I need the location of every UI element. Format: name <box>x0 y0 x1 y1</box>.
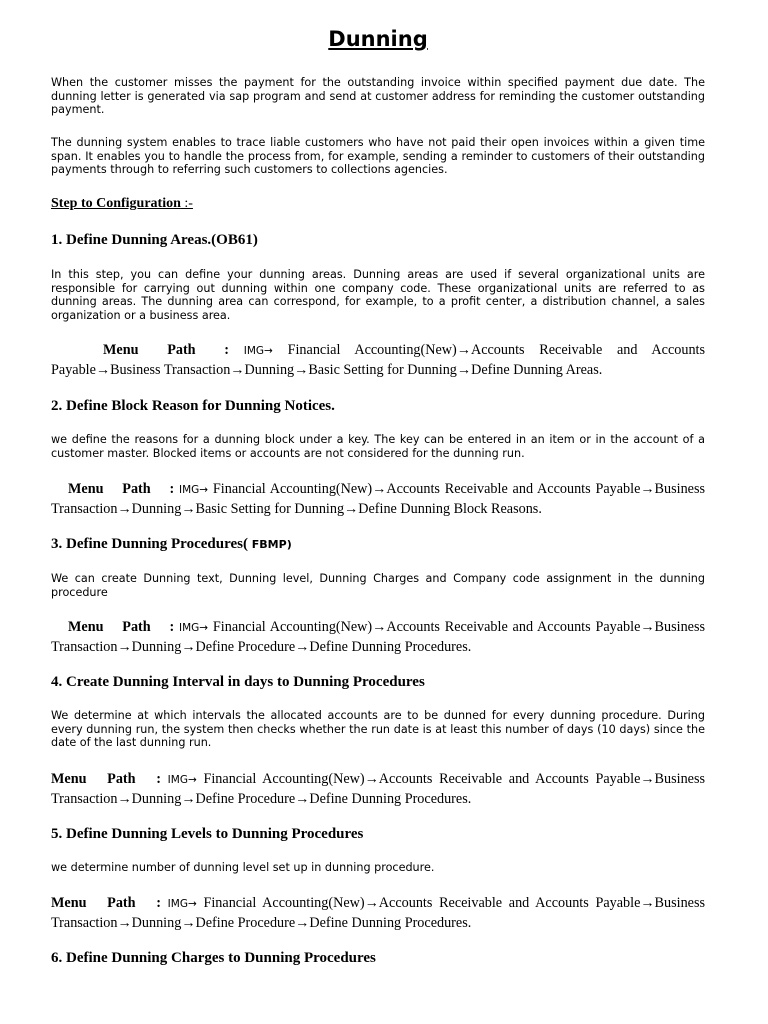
section-body: We determine at which intervals the allocated accounts are to be dunned for every dunning procedure. During every dunning run, the system then checks whether the run date is at least this number of days (10 days) since the date of the last dunning run. <box>51 709 705 750</box>
menu-path-label: Menu Path : <box>68 619 175 635</box>
menu-path <box>51 480 705 519</box>
section-heading-text: 4. Create Dunning Interval in days to Dunning Procedures <box>51 674 425 690</box>
section-heading-text: 1. Define Dunning Areas.(OB61) <box>51 232 258 248</box>
menu-path <box>51 618 705 657</box>
section-body: we determine number of dunning level set up in dunning procedure. <box>51 861 435 874</box>
configuration-heading-suffix: :- <box>180 196 193 211</box>
section-heading <box>51 398 705 415</box>
menu-path-text: Financial Accounting(New)→Accounts Receivable and Accounts Payable→Business Transaction→Dunning→Basic Setting for Dunning→Define Dunning Areas. <box>51 342 706 378</box>
section-heading-text: 6. Define Dunning Charges to Dunning Procedures <box>51 950 376 966</box>
menu-path-img: IMG→ <box>179 622 209 634</box>
configuration-heading-label: Step to Configuration <box>51 196 181 211</box>
section-heading-text: 5. Define Dunning Levels to Dunning Procedures <box>51 826 364 842</box>
menu-path-label: Menu Path : <box>103 342 230 358</box>
menu-path-text: Financial Accounting(New)→Accounts Receivable and Accounts Payable→Business Transaction→Dunning→Basic Setting for Dunning→Define Dunning Block Reasons. <box>51 481 706 517</box>
section-heading-text: 2. Define Block Reason for Dunning Notices. <box>51 398 335 414</box>
menu-path-text: Financial Accounting(New)→Accounts Receivable and Accounts Payable→Business Transaction→Dunning→Define Procedure→Define Dunning Procedures. <box>51 771 706 807</box>
section-body: we define the reasons for a dunning block under a key. The key can be entered in an item or in the account of a customer master. Blocked items or accounts are not considered for the dunning run. <box>51 433 705 460</box>
menu-path-label: Menu Path : <box>51 895 161 911</box>
menu-path-label: Menu Path : <box>68 481 175 497</box>
intro-paragraph: The dunning system enables to trace liable customers who have not paid their open invoices within a given time span. It enables you to handle the process from, for example, sending a reminder to customers of their outstanding payments through to referring such customers to collections agencies. <box>51 136 705 177</box>
section-heading <box>51 536 705 553</box>
menu-path-img: IMG→ <box>179 484 209 496</box>
menu-path-label: Menu Path : <box>51 771 161 787</box>
menu-path <box>51 894 705 933</box>
menu-path-img: IMG→ <box>167 898 197 910</box>
section-heading <box>51 950 705 967</box>
menu-path-text: Financial Accounting(New)→Accounts Receivable and Accounts Payable→Business Transaction→Dunning→Define Procedure→Define Dunning Procedures. <box>51 895 706 931</box>
section-body: We can create Dunning text, Dunning level, Dunning Charges and Company code assignment in the dunning procedure <box>51 572 705 599</box>
configuration-heading <box>51 196 193 212</box>
section-heading-code: FBMP) <box>247 538 292 551</box>
section-heading <box>51 674 705 691</box>
section-body: In this step, you can define your dunning areas. Dunning areas are used if several organizational units are responsible for carrying out dunning within one company code. These organizational units are referred to as dunning areas. The dunning area can correspond, for example, to a profit center, a distribution channel, a sales organization or a business area. <box>51 268 705 323</box>
menu-path <box>51 770 705 809</box>
section-heading <box>51 826 705 843</box>
section-heading <box>51 232 705 249</box>
menu-path-text: Financial Accounting(New)→Accounts Receivable and Accounts Payable→Business Transaction→Dunning→Define Procedure→Define Dunning Procedures. <box>51 619 706 655</box>
menu-path <box>51 341 705 380</box>
intro-paragraph: When the customer misses the payment for the outstanding invoice within specified payment due date. The dunning letter is generated via sap program and send at customer address for reminding the customer outstanding payment. <box>51 76 705 117</box>
menu-path-img: IMG→ <box>167 774 197 786</box>
menu-path-img: IMG→ <box>243 345 273 357</box>
section-heading-text: 3. Define Dunning Procedures( <box>51 536 248 552</box>
document-title: Dunning <box>328 27 428 51</box>
